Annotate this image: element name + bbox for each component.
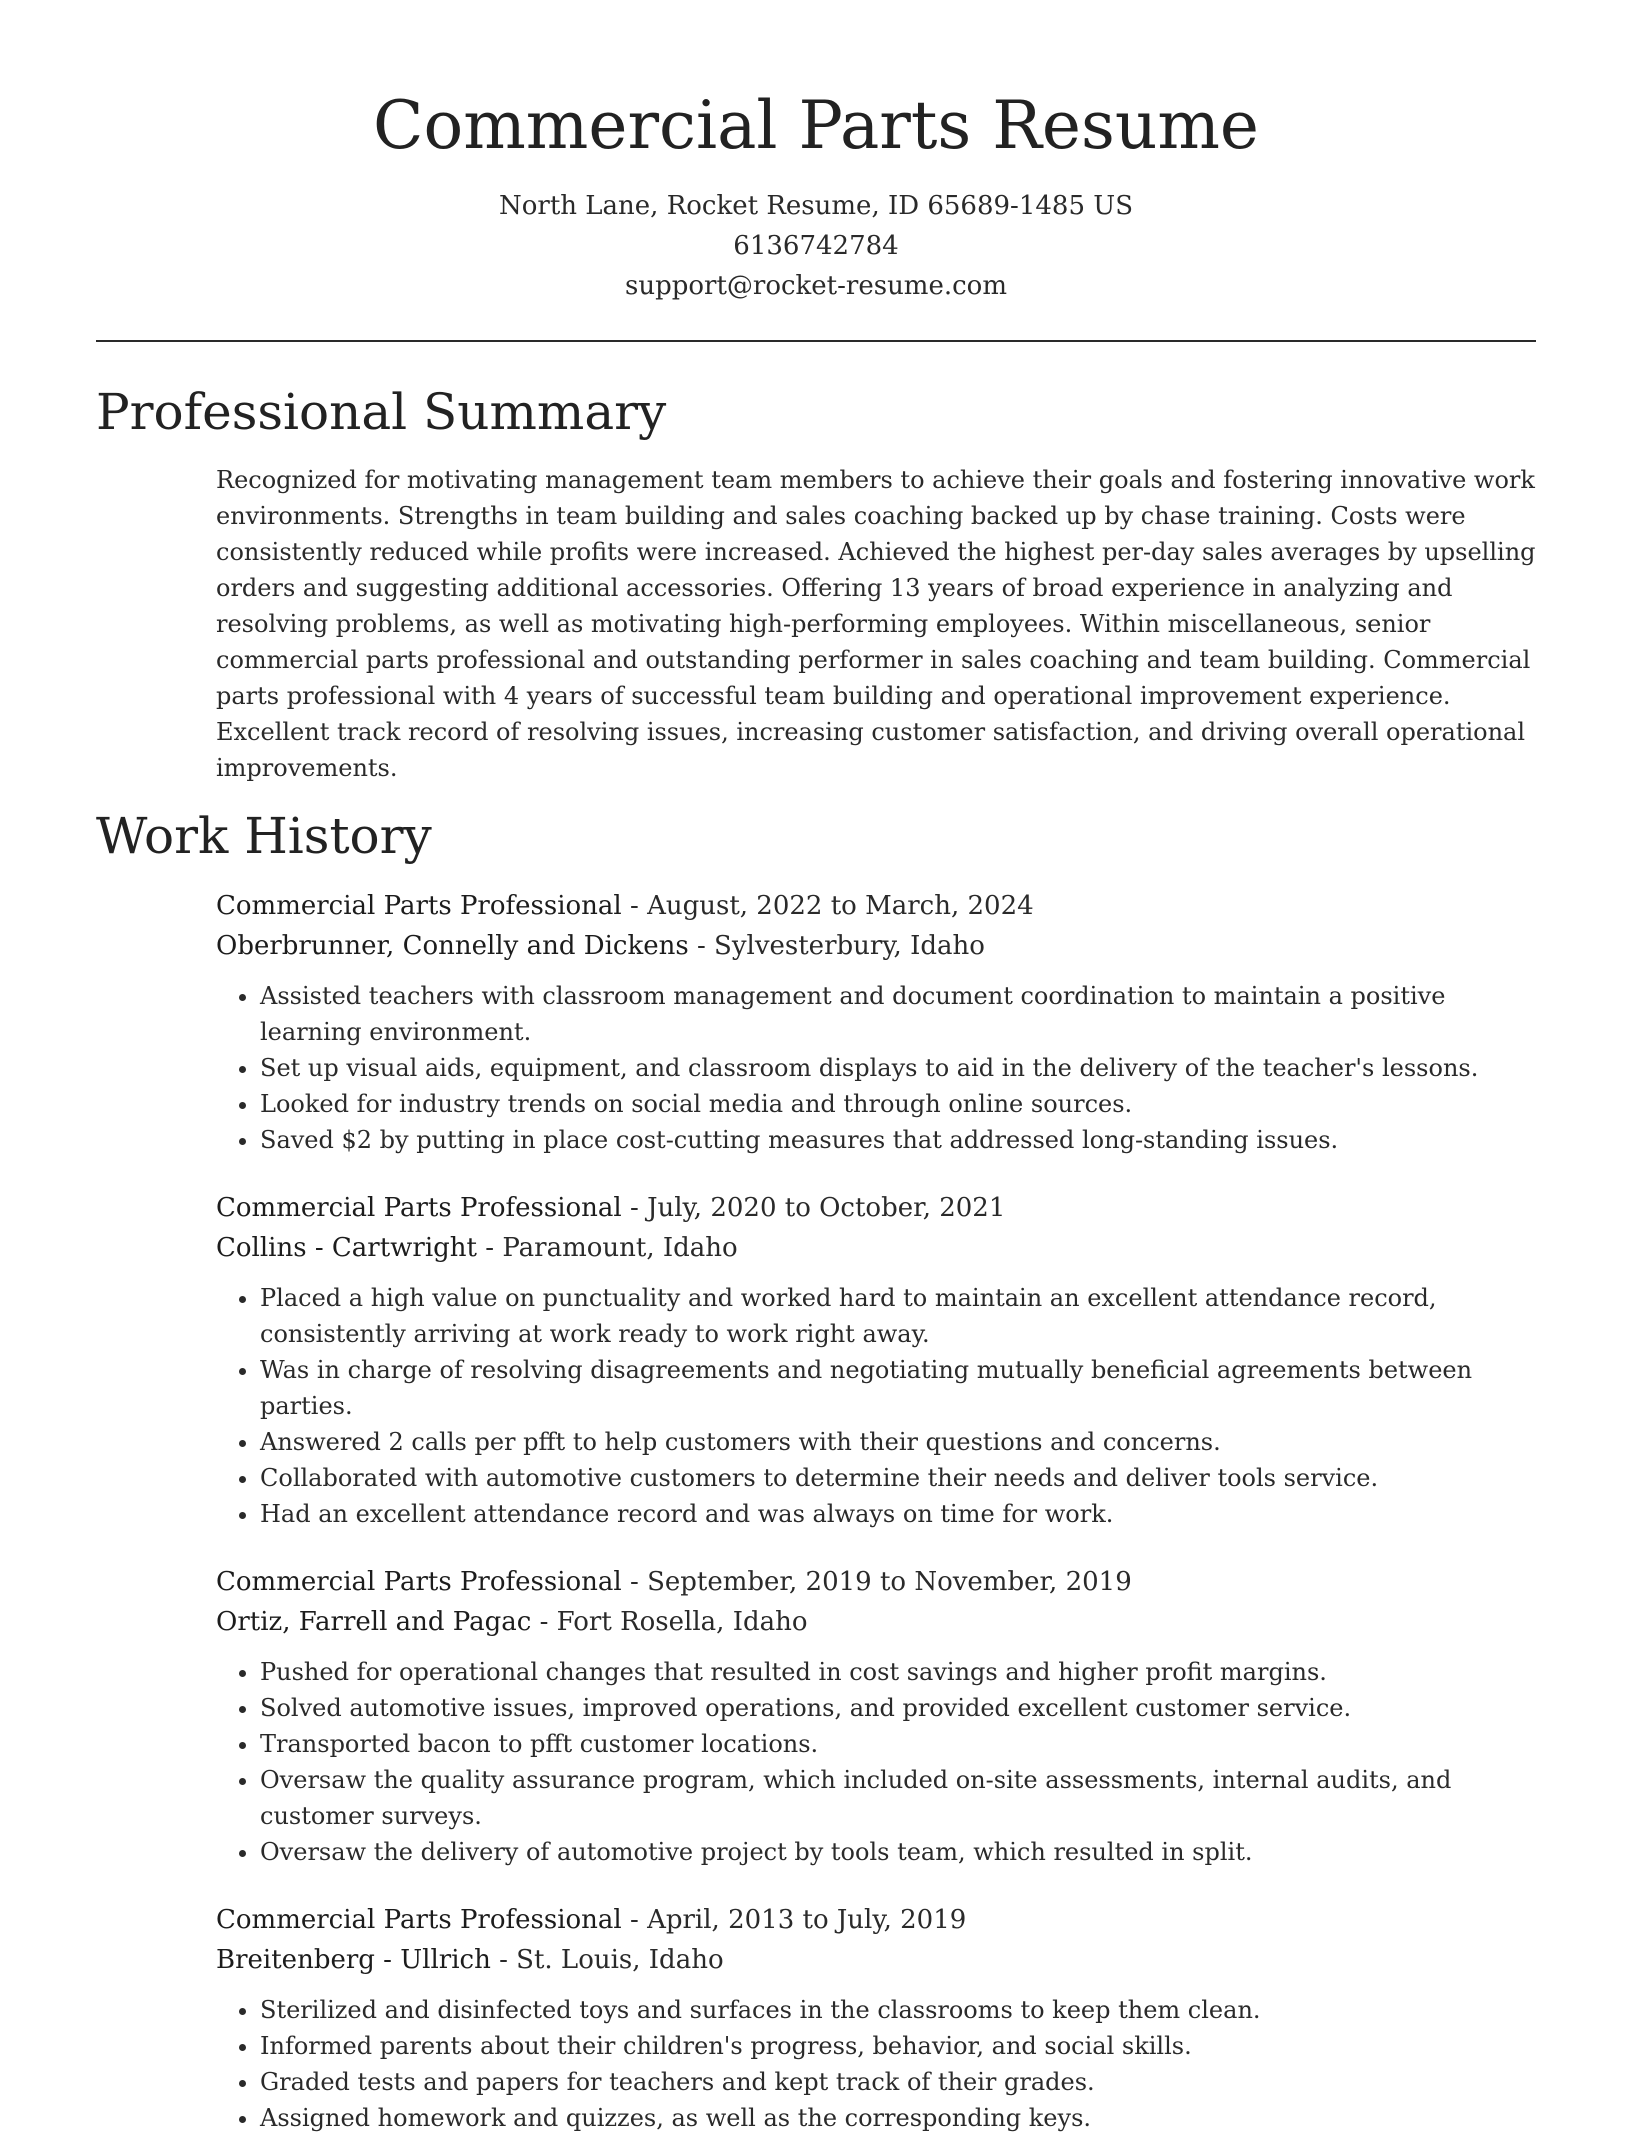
- job-entry: [216, 1562, 1536, 1870]
- job-bullet: • Transported bacon to pfft customer locations.: [260, 1726, 1536, 1762]
- summary-section: [216, 462, 1536, 786]
- job-bullet: • Saved $2 by putting in place cost-cutting measures that addressed long-standing issues.: [260, 1122, 1536, 1158]
- job-role: Commercial Parts Professional: [216, 1193, 622, 1223]
- work-history-section: [216, 886, 1536, 2136]
- job-role: Commercial Parts Professional: [216, 891, 622, 921]
- job-company-line: [216, 1602, 1536, 1642]
- job-bullet: • Assisted teachers with classroom management and document coordination to maintain a positive learning environment.: [260, 978, 1536, 1050]
- resume-title: Commercial Parts Resume: [372, 87, 1259, 164]
- job-company-line: [216, 1228, 1536, 1268]
- job-role: Commercial Parts Professional: [216, 1567, 622, 1597]
- job-company: Ortiz, Farrell and Pagac: [216, 1607, 532, 1637]
- job-bullet: • Looked for industry trends on social media and through online sources.: [260, 1086, 1536, 1122]
- work-history-heading: Work History: [96, 807, 432, 865]
- job-location: - Fort Rosella, Idaho: [531, 1607, 808, 1637]
- job-bullet: • Collaborated with automotive customers to determine their needs and deliver tools service.: [260, 1460, 1536, 1496]
- contact-email: support@rocket-resume.com: [624, 271, 1007, 301]
- contact-block: [96, 186, 1536, 306]
- job-dates: - September, 2019 to November, 2019: [621, 1567, 1132, 1597]
- job-bullet: • Had an excellent attendance record and was always on time for work.: [260, 1496, 1536, 1532]
- job-bullet: • Answered 2 calls per pfft to help customers with their questions and concerns.: [260, 1424, 1536, 1460]
- job-role-line: [216, 1562, 1536, 1602]
- job-company-line: [216, 926, 1536, 966]
- job-bullets: [216, 978, 1536, 1158]
- job-role-line: [216, 1188, 1536, 1228]
- job-location: - Sylvesterbury, Idaho: [688, 931, 985, 961]
- job-bullet: • Set up visual aids, equipment, and classroom displays to aid in the delivery of the teacher's lessons.: [260, 1050, 1536, 1086]
- job-dates: - April, 2013 to July, 2019: [621, 1905, 967, 1935]
- job-bullet: • Placed a high value on punctuality and worked hard to maintain an excellent attendance record, consistently arriving at work ready to work right away.: [260, 1280, 1536, 1352]
- job-dates: - August, 2022 to March, 2024: [621, 891, 1034, 921]
- job-role-line: [216, 886, 1536, 926]
- job-bullet: • Oversaw the delivery of automotive project by tools team, which resulted in split.: [260, 1834, 1536, 1870]
- job-dates: - July, 2020 to October, 2021: [621, 1193, 1006, 1223]
- job-entry: [216, 1188, 1536, 1532]
- job-bullets: [216, 1654, 1536, 1870]
- job-bullet: • Assigned homework and quizzes, as well as the corresponding keys.: [260, 2100, 1536, 2136]
- job-bullet: • Solved automotive issues, improved operations, and provided excellent customer service.: [260, 1690, 1536, 1726]
- job-entry: [216, 886, 1536, 1158]
- header-divider: [96, 340, 1536, 342]
- job-company: Collins - Cartwright: [216, 1233, 478, 1263]
- job-location: - St. Louis, Idaho: [490, 1945, 724, 1975]
- contact-phone: 6136742784: [733, 231, 899, 261]
- summary-text: Recognized for motivating management team members to achieve their goals and fostering innovative work environments. Strengths in team building and sales coaching backed up by chase training. Costs were consistently reduced while profits were increased. Achieved the highest per-day sales averages by upselling orders and suggesting additional accessories. Offering 13 years of broad experience in analyzing and resolving problems, as well as motivating high-performing employees. Within miscellaneous, senior commercial parts professional and outstanding performer in sales coaching and team building. Commercial parts professional with 4 years of successful team building and operational improvement experience. Excellent track record of resolving issues, increasing customer satisfaction, and driving overall operational improvements.: [216, 466, 1536, 782]
- job-bullet: • Was in charge of resolving disagreements and negotiating mutually beneficial agreements between parties.: [260, 1352, 1536, 1424]
- job-company: Oberbrunner, Connelly and Dickens: [216, 931, 689, 961]
- resume-page: [96, 0, 1536, 2136]
- job-company-line: [216, 1940, 1536, 1980]
- job-bullets: [216, 1280, 1536, 1532]
- job-role-line: [216, 1900, 1536, 1940]
- job-entry: [216, 1900, 1536, 2136]
- summary-heading: Professional Summary: [96, 383, 667, 441]
- job-company: Breitenberg - Ullrich: [216, 1945, 491, 1975]
- job-bullet: • Graded tests and papers for teachers and kept track of their grades.: [260, 2064, 1536, 2100]
- resume-header: [96, 0, 1536, 306]
- job-bullet: • Pushed for operational changes that resulted in cost savings and higher profit margins.: [260, 1654, 1536, 1690]
- job-bullet: • Informed parents about their children's progress, behavior, and social skills.: [260, 2028, 1536, 2064]
- job-location: - Paramount, Idaho: [477, 1233, 738, 1263]
- job-bullets: [216, 1992, 1536, 2136]
- contact-address: North Lane, Rocket Resume, ID 65689-1485 US: [498, 191, 1134, 221]
- job-bullet: • Oversaw the quality assurance program, which included on-site assessments, internal audits, and customer surveys.: [260, 1762, 1536, 1834]
- job-bullet: • Sterilized and disinfected toys and surfaces in the classrooms to keep them clean.: [260, 1992, 1536, 2028]
- job-role: Commercial Parts Professional: [216, 1905, 622, 1935]
